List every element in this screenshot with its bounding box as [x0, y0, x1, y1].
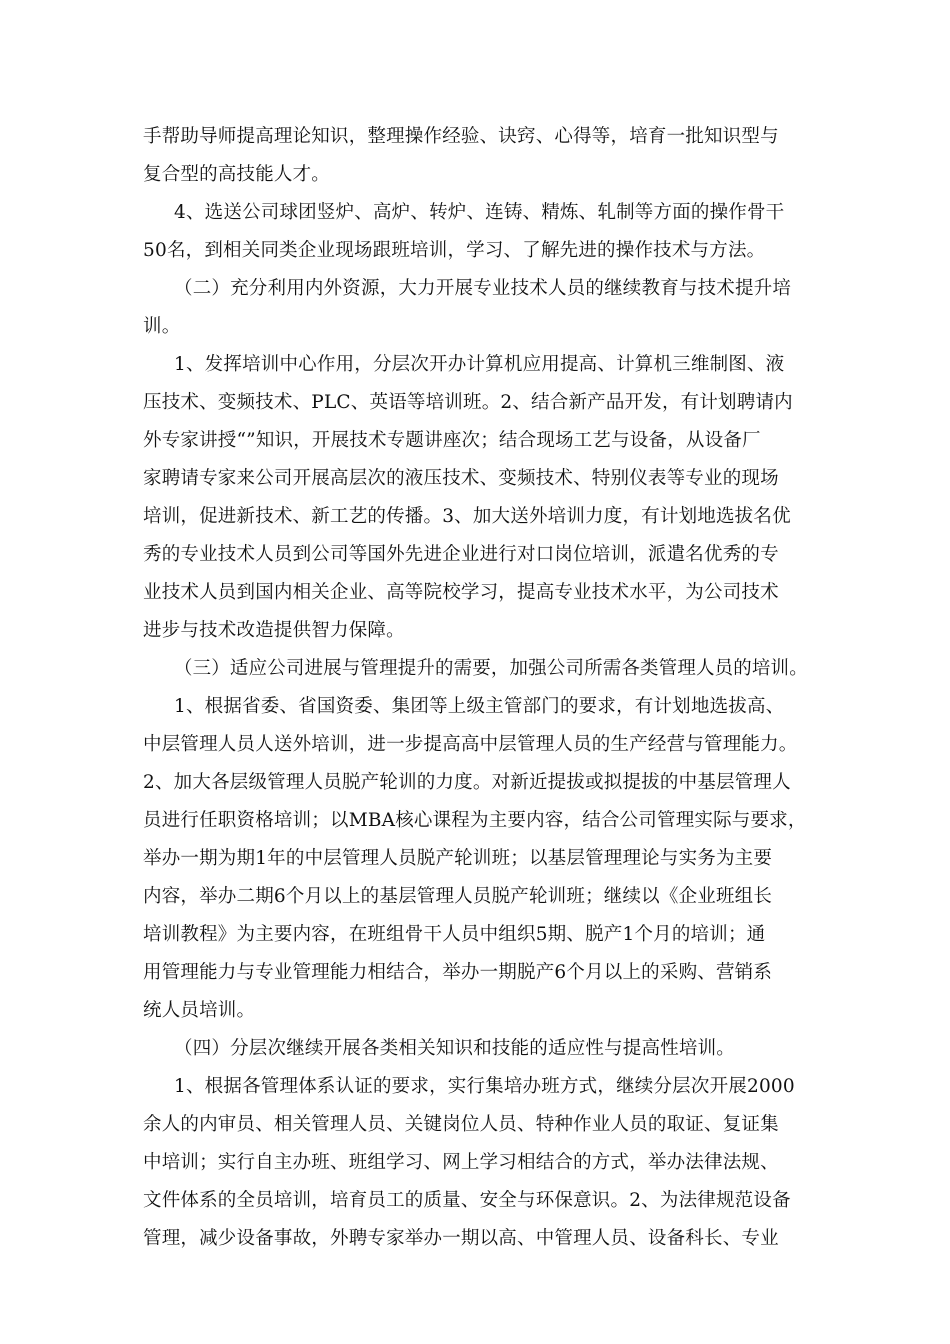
- text-line: 秀的专业技术人员到公司等国外先进企业进行对口岗位培训，派遣名优秀的专: [143, 544, 779, 565]
- text-line: 余人的内审员、相关管理人员、关键岗位人员、特种作业人员的取证、复证集: [143, 1114, 779, 1135]
- text-line: 复合型的高技能人才。: [143, 164, 331, 185]
- section-heading: （二）充分利用内外资源，大力开展专业技术人员的继续教育与技术提升培: [174, 278, 792, 299]
- section-heading: （三）适应公司进展与管理提升的需要，加强公司所需各类管理人员的培训。: [174, 658, 808, 679]
- text-line: 50名，到相关同类企业现场跟班培训，学习、了解先进的操作技术与方法。: [143, 240, 766, 261]
- text-line: 用管理能力与专业管理能力相结合，举办一期脱产6个月以上的采购、营销系: [143, 962, 773, 983]
- text-line: 管理，减少设备事故，外聘专家举办一期以高、中管理人员、设备科长、专业: [143, 1228, 779, 1249]
- text-line: 训。: [143, 316, 181, 337]
- text-line: 举办一期为期1年的中层管理人员脱产轮训班；以基层管理理论与实务为主要: [143, 848, 773, 869]
- text-line: 员进行任职资格培训；以MBA核心课程为主要内容，结合公司管理实际与要求，: [143, 810, 807, 831]
- text-line: 1、发挥培训中心作用，分层次开办计算机应用提高、计算机三维制图、液: [174, 354, 785, 375]
- text-line: 统人员培训。: [143, 1000, 256, 1021]
- text-line: 手帮助导师提高理论知识，整理操作经验、诀窍、心得等，培育一批知识型与: [143, 126, 779, 147]
- text-line: 1、根据省委、省国资委、集团等上级主管部门的要求，有计划地选拔高、: [174, 696, 785, 717]
- text-line: 进步与技术改造提供智力保障。: [143, 620, 405, 641]
- text-line: 家聘请专家来公司开展高层次的液压技术、变频技术、特别仪表等专业的现场: [143, 468, 779, 489]
- section-heading: （四）分层次继续开展各类相关知识和技能的适应性与提高性培训。: [174, 1038, 736, 1059]
- text-line: 培训，促进新技术、新工艺的传播。3、加大送外培训力度，有计划地选拔名优: [143, 506, 791, 527]
- text-line: 业技术人员到国内相关企业、高等院校学习，提高专业技术水平，为公司技术: [143, 582, 779, 603]
- text-line: 中层管理人员人送外培训，进一步提高高中层管理人员的生产经营与管理能力。: [143, 734, 798, 755]
- text-line: 1、根据各管理体系认证的要求，实行集培办班方式，继续分层次开展2000: [174, 1076, 795, 1097]
- text-line: 中培训；实行自主办班、班组学习、网上学习相结合的方式，举办法律法规、: [143, 1152, 779, 1173]
- text-line: 4、选送公司球团竖炉、高炉、转炉、连铸、精炼、轧制等方面的操作骨干: [174, 202, 785, 223]
- text-line: 2、加大各层级管理人员脱产轮训的力度。对新近提拔或拟提拔的中基层管理人: [143, 772, 791, 793]
- text-line: 文件体系的全员培训，培育员工的质量、安全与环保意识。2、为法律规范设备: [143, 1190, 791, 1211]
- text-line: 培训教程》为主要内容，在班组骨干人员中组织5期、脱产1个月的培训；通: [143, 924, 766, 945]
- text-line: 内容，举办二期6个月以上的基层管理人员脱产轮训班；继续以《企业班组长: [143, 886, 773, 907]
- text-line: 外专家讲授“”知识，开展技术专题讲座次；结合现场工艺与设备，从设备厂: [143, 430, 761, 451]
- text-line: 压技术、变频技术、PLC、英语等培训班。2、结合新产品开发，有计划聘请内: [143, 392, 793, 413]
